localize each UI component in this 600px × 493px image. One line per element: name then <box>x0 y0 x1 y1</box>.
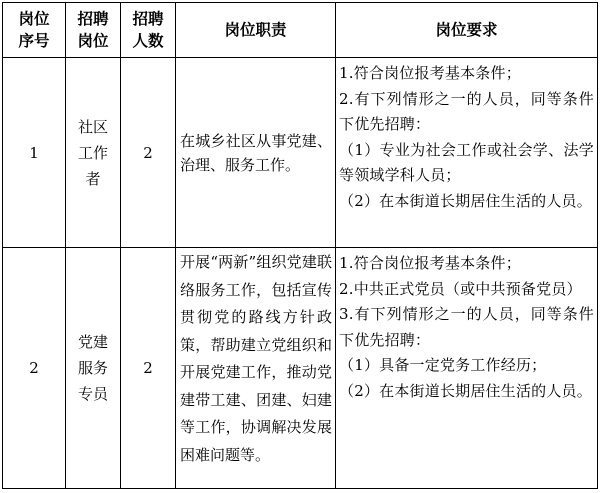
header-duty: 岗位职责 <box>176 3 336 58</box>
row-requirements <box>336 248 598 489</box>
header-position-line-2: 岗位 <box>77 32 109 50</box>
requirement-item: 1.符合岗位报考基本条件； <box>339 64 521 82</box>
position-line: 专员 <box>77 385 108 404</box>
row-count: 2 <box>121 248 176 489</box>
recruitment-table <box>2 2 598 489</box>
requirement-item: 2.中共正式党员（或中共预备党员） <box>339 279 582 298</box>
header-count-line-1: 招聘 <box>132 10 164 28</box>
header-position <box>66 3 121 58</box>
header-seq <box>3 3 66 58</box>
position-line: 社区 <box>77 117 108 136</box>
header-row <box>3 3 598 58</box>
header-seq-line-2: 序号 <box>18 32 50 50</box>
row-count: 2 <box>121 58 176 248</box>
requirement-item: 1.符合岗位报考基本条件； <box>339 254 521 273</box>
position-line: 党建 <box>77 333 108 352</box>
header-position-line-1: 招聘 <box>77 10 109 28</box>
row-duty: 在城乡社区从事党建、治理、服务工作。 <box>176 58 336 248</box>
table-row <box>3 248 598 489</box>
row-position <box>66 58 121 248</box>
position-line: 工作 <box>77 143 108 162</box>
requirement-item: （2）在本街道长期居住生活的人员。 <box>339 381 592 400</box>
header-seq-line-1: 岗位 <box>18 10 50 28</box>
row-seq: 2 <box>3 248 66 489</box>
requirement-item: （1）专业为社会工作或社会学、法学等领域学科人员； <box>339 140 594 184</box>
position-line: 服务 <box>77 359 108 378</box>
requirement-item: （1）具备一定党务工作经历； <box>339 356 547 375</box>
header-requirements: 岗位要求 <box>336 3 598 58</box>
header-count <box>121 3 176 58</box>
row-duty: 开展“两新”组织党建联络服务工作，包括宣传贯彻党的路线方针政策，帮助建立党组织和开展党建工作，推动党建带工建、团建、妇建等工作，协调解决发展困难问题等。 <box>176 248 336 489</box>
row-position <box>66 248 121 489</box>
header-count-line-2: 人数 <box>132 32 164 50</box>
requirement-item: （2）在本街道长期居住生活的人员。 <box>339 191 592 210</box>
requirement-item: 2.有下列情形之一的人员，同等条件下优先招聘： <box>339 89 594 133</box>
requirement-item: 3.有下列情形之一的人员，同等条件下优先招聘： <box>339 305 594 349</box>
row-requirements <box>336 58 598 248</box>
row-seq: 1 <box>3 58 66 248</box>
position-line: 者 <box>85 169 101 188</box>
table-row <box>3 58 598 248</box>
